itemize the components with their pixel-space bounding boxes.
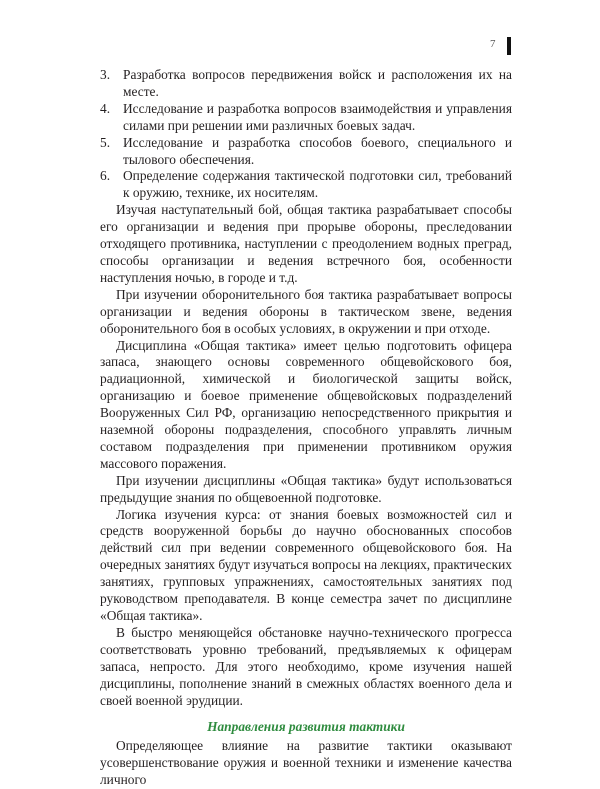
list-item-text: Исследование и разработка способов боевого, специального и тылового обеспечения. [123,134,512,167]
list-item [100,101,512,135]
paragraph: При изучении дисциплины «Общая тактика» будут использоваться предыдущие знания по общевоенной подготовке. [100,472,512,505]
page-number: 7 [490,38,496,50]
list-item [100,168,512,202]
paragraph: Определяющее влияние на развитие тактики оказывают усовершенствование оружия и военной техники и изменение качества личного [100,738,512,788]
list-item-text: Исследование и разработка вопросов взаимодействия и управления силами при решении ими различных боевых задач. [123,100,512,133]
list-item-text: Разработка вопросов передвижения войск и расположения их на месте. [123,67,512,99]
page-marker-bar [507,37,511,55]
paragraph: В быстро меняющейся обстановке научно-технического прогресса соответствовать уровню требований, предъявляемых к офицерам запаса, непросто. Для этого необходимо, кроме изучения нашей дисциплины, пополнение знаний в смежных областях военного дела и своей военной эрудиции. [100,624,512,708]
list-item-number: 4. [100,100,111,116]
paragraph: Логика изучения курса: от знания боевых возможностей сил и средств вооруженной борьбы до научно обоснованных способов действий сил при ведении современного общевойскового боя. На очередных занятиях будут изучаться вопросы на лекциях, практических занятиях, групповых упражнениях, самостоятельных занятиях под руководством преподавателя. В конце семестра зачет по дисциплине «Общая тактика». [100,506,512,623]
list-item-number: 3. [100,67,111,82]
list-item-number: 5. [100,134,111,150]
list-item-number: 6. [100,168,111,184]
paragraph: Изучая наступательный бой, общая тактика разрабатывает способы его организации и ведения при прорыве обороны, преследовании отходящего противника, наступлении с преодолением водных преград, способы организации и ведения встречного боя, особенности наступления ночью, в городе и т.д. [100,202,512,285]
list-item-text: Определение содержания тактической подготовки сил, требований к оружию, технике, их носителям. [123,168,512,201]
list-item [100,135,512,169]
paragraph: Дисциплина «Общая тактика» имеет целью подготовить офицера запаса, знающего основы современного общевойскового боя, радиационной, химической и биологической защиты войск, организацию и боевое применение общевойсковых подразделений Вооруженных Сил РФ, организацию непосредственного прикрытия и наземной обороны подразделения, способного управлять личным составом подразделения при применении противником оружия массового поражения. [100,337,512,471]
numbered-list [100,67,512,202]
paragraph: При изучении оборонительного боя тактика разрабатывает вопросы организации и ведения обороны в тактическом звене, ведения оборонительного боя в особых условиях, в окружении и при отходе. [100,286,512,336]
section-heading: Направления развития тактики [207,719,405,735]
list-item [100,67,512,101]
page-body [100,67,512,789]
